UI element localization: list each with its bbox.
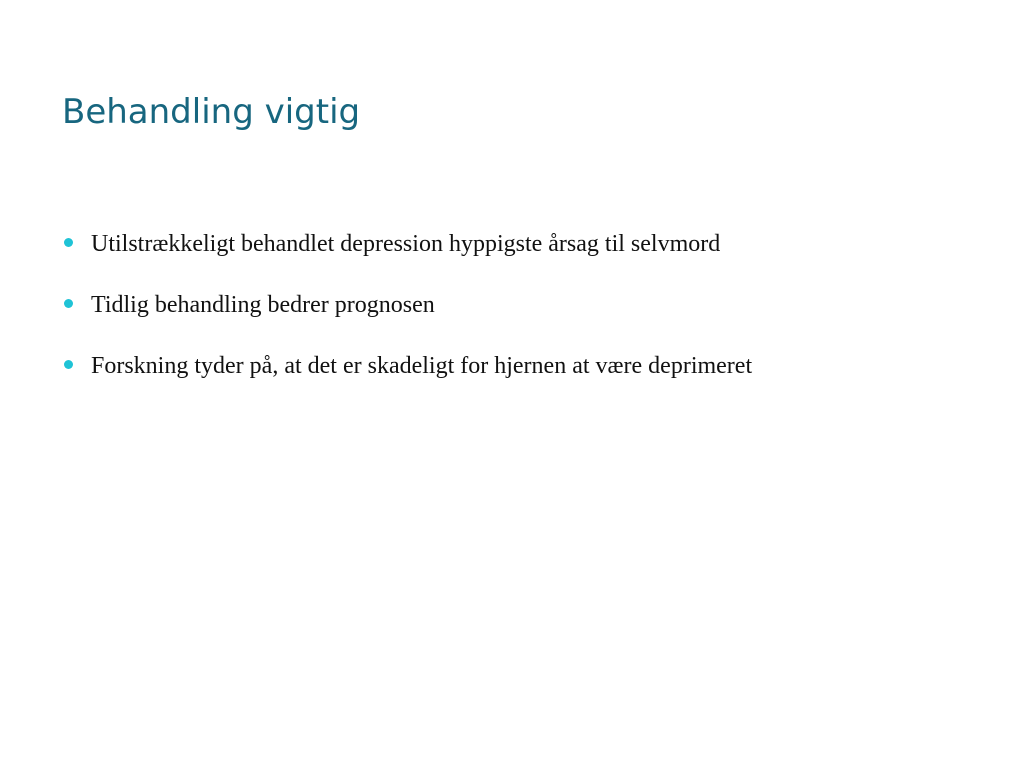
bullet-item (64, 224, 752, 285)
bullet-item (64, 346, 752, 407)
bullet-dot-icon (64, 238, 73, 247)
bullet-text: Utilstrækkeligt behandlet depression hyppigste årsag til selvmord (91, 231, 721, 257)
slide-title: Behandling vigtig (62, 92, 361, 132)
bullet-dot-icon (64, 360, 73, 369)
bullet-list (64, 224, 752, 407)
bullet-dot-icon (64, 299, 73, 308)
bullet-item (64, 285, 752, 346)
bullet-text: Forskning tyder på, at det er skadeligt for hjernen at være deprimeret (91, 353, 753, 379)
bullet-text: Tidlig behandling bedrer prognosen (91, 292, 435, 318)
